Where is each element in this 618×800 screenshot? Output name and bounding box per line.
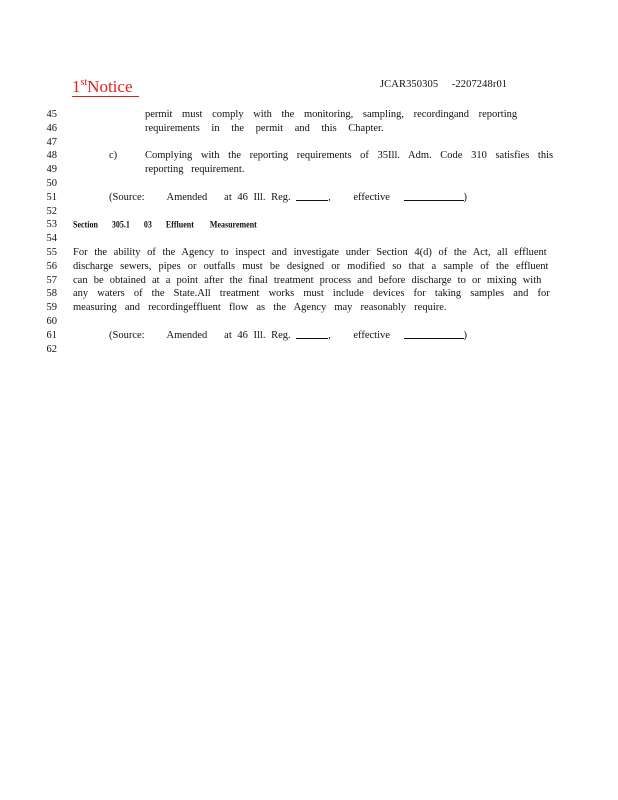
source-note <box>109 191 467 205</box>
line-text: reporting requirement. <box>145 164 245 176</box>
line-60 <box>0 315 618 329</box>
notice-word: Notice <box>87 77 133 96</box>
line-58 <box>0 287 618 301</box>
notice-heading <box>72 74 139 97</box>
line-text: Complying with the reporting requirements of 35Ill. Adm. Code 310 satisfies this <box>145 150 554 162</box>
item-label: c) <box>109 150 118 162</box>
line-45 <box>0 108 618 122</box>
line-number: 56 <box>46 260 57 272</box>
date-blank <box>404 191 464 201</box>
paragraph-text: measuring and recordingeffluent flow as the Agency may reasonably require. <box>73 302 447 314</box>
line-number: 52 <box>46 205 57 217</box>
line-49 <box>0 163 618 177</box>
line-62 <box>0 343 618 357</box>
line-number: 50 <box>46 177 57 189</box>
line-59 <box>0 301 618 315</box>
section-heading <box>73 217 271 233</box>
line-number: 55 <box>46 246 57 258</box>
section-word: Section <box>73 219 98 230</box>
line-51 <box>0 191 618 205</box>
line-54 <box>0 232 618 246</box>
line-55 <box>0 246 618 260</box>
source-prefix: (Source: Amended at 46 Ill. Reg. <box>109 191 291 203</box>
line-number: 46 <box>46 122 57 134</box>
line-61 <box>0 329 618 343</box>
line-number: 45 <box>46 109 57 120</box>
line-text: requirements in the permit and this Chapter. <box>145 122 384 134</box>
line-50 <box>0 177 618 191</box>
section-number: 305.1 <box>111 219 130 230</box>
line-number: 54 <box>46 233 57 245</box>
section-title-first: Effluent <box>165 219 194 230</box>
section-title-second: Measurement <box>209 219 257 230</box>
source-close: ) <box>463 191 468 203</box>
line-number: 53 <box>46 219 57 231</box>
line-46 <box>0 122 618 136</box>
notice-ordinal: st <box>80 77 88 88</box>
line-number: 47 <box>46 136 57 148</box>
source-effective: , effective <box>328 191 390 203</box>
document-body <box>0 108 618 356</box>
paragraph-text: discharge sewers, pipes or outfalls must be designed or modified so that a sample of the effluent <box>73 260 549 272</box>
line-number: 51 <box>46 191 57 203</box>
paragraph-text: any waters of the State.All treatment works must include devices for taking samples and for <box>73 288 550 300</box>
paragraph-text: can be obtained at a point after the final treatment process and before discharge to or mixing with <box>73 274 542 286</box>
document-code: JCAR350305 -2207248r01 <box>380 79 508 90</box>
line-57 <box>0 274 618 288</box>
line-48 <box>0 149 618 163</box>
line-53 <box>0 218 618 232</box>
notice-number: 1 <box>72 77 81 96</box>
source-prefix: (Source: Amended at 46 Ill. Reg. <box>109 329 291 341</box>
source-close: ) <box>463 329 468 341</box>
source-effective: , effective <box>328 329 390 341</box>
line-number: 62 <box>46 343 57 355</box>
line-number: 48 <box>46 150 57 162</box>
line-number: 61 <box>46 329 57 341</box>
line-number: 59 <box>46 302 57 314</box>
line-47 <box>0 136 618 150</box>
reg-blank <box>296 329 328 339</box>
source-note <box>109 329 467 343</box>
line-number: 58 <box>46 288 57 300</box>
line-number: 60 <box>46 315 57 327</box>
paragraph-text: For the ability of the Agency to inspect and investigate under Section 4(d) of the Act, all effluent <box>73 246 547 258</box>
date-blank <box>404 329 464 339</box>
line-text: permit must comply with the monitoring, sampling, recordingand reporting <box>145 109 518 120</box>
line-number: 49 <box>46 164 57 176</box>
section-subnumber: 03 <box>143 219 152 230</box>
line-number: 57 <box>46 274 57 286</box>
line-56 <box>0 260 618 274</box>
reg-blank <box>296 191 328 201</box>
